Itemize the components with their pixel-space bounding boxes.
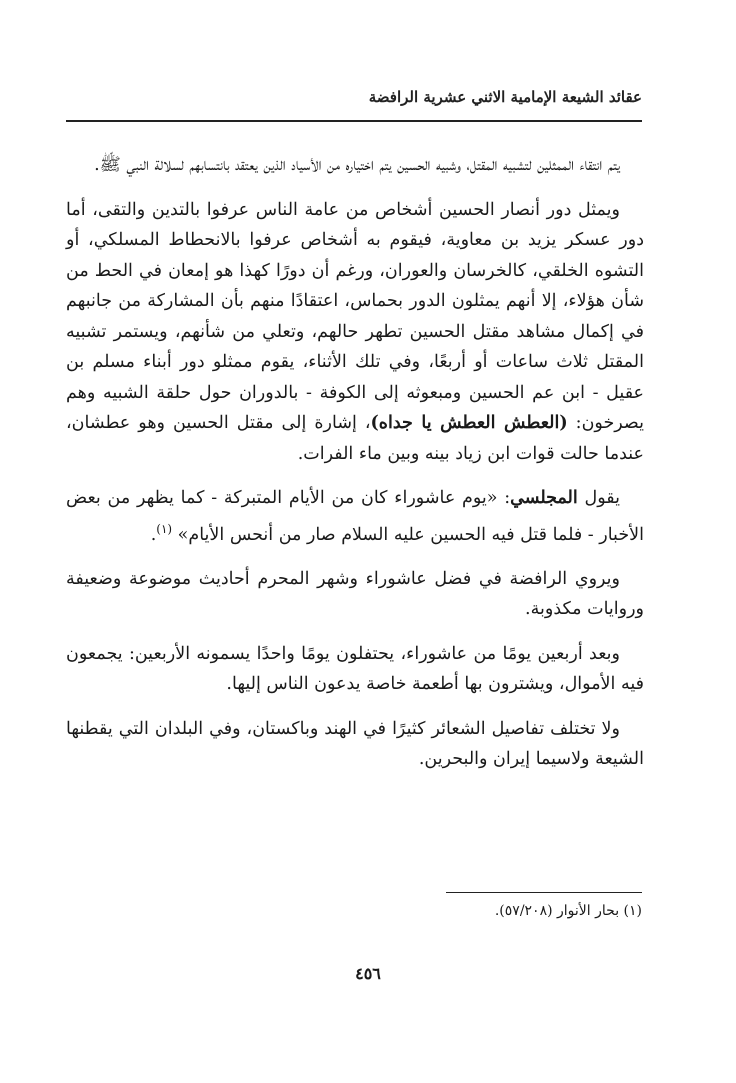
header-rule <box>66 120 642 122</box>
page-number: ٤٥٦ <box>355 964 381 983</box>
paragraph-roles-text: ويمثل دور أنصار الحسين أشخاص من عامة الناس عرفوا بالتدين والتقى، أما دور عسكر يزيد بن معاوية، فيقوم به أشخاص عرفوا بالانحطاط المسلكي، أو التشوه الخلقي، كالخرسان والعوران، ورغم أن دورًا كهذا هو إمعان في الحط من شأن هؤلاء، إلا أنهم يمثلون الدور بحماس، اعتقادًا منهم بأن المشاركة من جانبهم في إكمال مشاهد مقتل الحسين تطهر حالهم، وتعلي من شأنهم، ويستمر تشبيه المقتل ثلاث ساعات أو أربعًا، وفي تلك الأثناء، يقوم ممثلو دور أبناء مسلم بن عقيل - ابن عم الحسين ومبعوثه إلى الكوفة - بالدوران حول حلقة الشبيه وهم يصرخون: <box>66 199 644 433</box>
paragraph-narrations <box>66 564 644 625</box>
paragraph-roles <box>66 195 644 470</box>
running-header: عقائد الشيعة الإمامية الاثني عشرية الرافضة <box>368 88 642 106</box>
paragraph-regions <box>66 714 644 775</box>
paragraph-arbaeen-text: وبعد أربعين يومًا من عاشوراء، يحتفلون يومًا واحدًا يسمونه الأربعين: يجمعون فيه الأموال، ويشترون بها أطعمة خاصة يدعون الناس إليها. <box>66 643 644 695</box>
paragraph-majlisi-before: يقول <box>584 488 620 508</box>
paragraph-roles-bold: (العطش العطش يا جداه) <box>370 413 568 433</box>
paragraph-majlisi <box>66 483 644 550</box>
body-text <box>66 150 644 789</box>
paragraph-regions-text: ولا تختلف تفاصيل الشعائر كثيرًا في الهند وباكستان، وفي البلدان التي يقطنها الشيعة ولاسيما إيران والبحرين. <box>66 718 644 770</box>
footnote-rule <box>446 892 642 893</box>
paragraph-majlisi-quote: : «يوم عاشوراء كان من الأيام المتبركة - كما يظهر من بعض الأخبار - فلما قتل فيه الحسين عليه السلام صار من أنحس الأيام» <box>66 488 644 545</box>
footnote-marker: (١) <box>156 521 173 536</box>
paragraph-actors <box>66 150 644 181</box>
paragraph-arbaeen <box>66 639 644 700</box>
paragraph-roles-after: ، إشارة إلى مقتل الحسين وهو عطشان، عندما حالت قوات ابن زياد بينه وبين ماء الفرات. <box>66 413 644 464</box>
footnote: (١) بحار الأنوار (٥٧/٢٠٨). <box>494 903 642 919</box>
paragraph-actors-text: يتم انتقاء الممثلين لتشبيه المقتل، وشبيه الحسين يتم اختياره من الأسياد الذين يعتقد بانتسابهم لسلالة النبي ﷺ. <box>94 155 620 175</box>
paragraph-majlisi-end: . <box>150 524 157 545</box>
paragraph-majlisi-author: المجلسي <box>510 488 578 508</box>
paragraph-narrations-text: ويروي الرافضة في فضل عاشوراء وشهر المحرم أحاديث موضوعة وضعيفة وروايات مكذوبة. <box>66 568 644 620</box>
